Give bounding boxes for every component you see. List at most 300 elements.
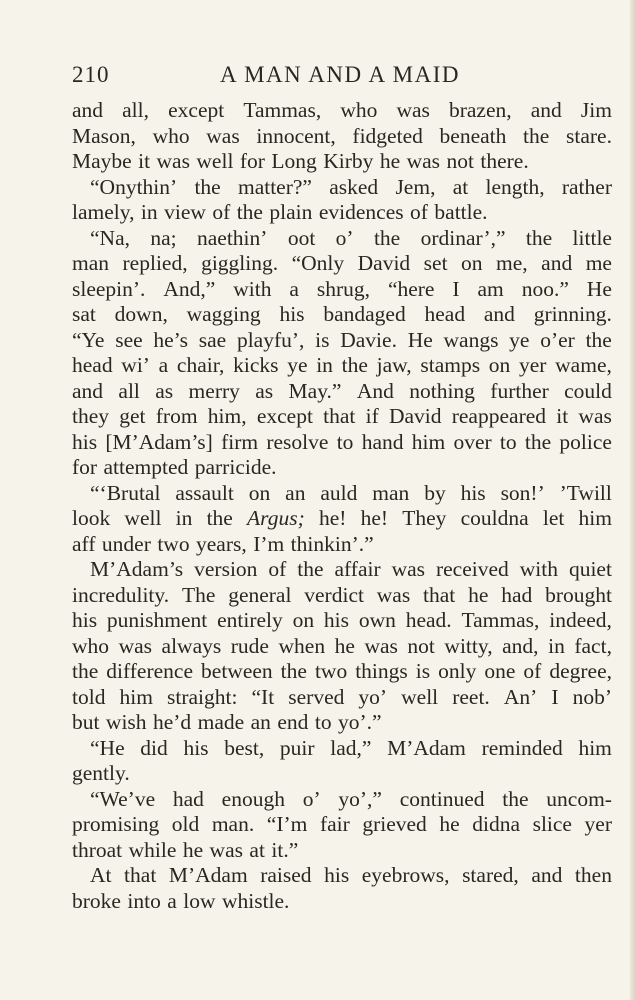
word: the (525, 225, 553, 250)
word: verdict (304, 582, 364, 607)
word: from (155, 404, 198, 428)
word: it.” (271, 837, 299, 862)
word: his (183, 735, 209, 760)
word: yo’ (358, 684, 388, 709)
word: at (452, 174, 469, 199)
word: rather (561, 174, 612, 199)
word: continued (399, 786, 485, 811)
word: man. (211, 812, 255, 836)
word: for (72, 455, 98, 479)
word: it (138, 149, 151, 173)
word: head (424, 302, 466, 326)
word: fidgeted (352, 123, 423, 148)
word: evidences (318, 200, 404, 224)
word: And,” (163, 276, 216, 301)
word: him (119, 684, 153, 709)
word: end (277, 710, 309, 734)
word: “It (251, 684, 275, 709)
word: look (72, 506, 111, 530)
word: Davie. (340, 327, 397, 352)
word: who (72, 633, 110, 658)
word: length, (485, 174, 545, 199)
text-line (72, 889, 612, 915)
text-line (72, 328, 612, 354)
word: brought (545, 582, 612, 607)
text-line (72, 98, 612, 124)
word: is (315, 327, 330, 352)
word: He (586, 276, 612, 301)
text-line (72, 149, 612, 175)
word: on (461, 251, 483, 275)
text-line (72, 481, 612, 507)
page-number: 210 (72, 62, 110, 87)
word: man (372, 480, 410, 505)
word: with (519, 557, 558, 581)
word: low (183, 888, 216, 913)
word: The (181, 582, 216, 607)
word: Long (271, 149, 317, 173)
word: he’d (152, 710, 192, 734)
word: wi’ (121, 353, 150, 377)
word: on (488, 353, 511, 377)
word: and (531, 863, 563, 887)
text-line (72, 557, 612, 583)
word: in (316, 353, 333, 377)
word: always (161, 633, 222, 658)
word: get (119, 404, 146, 428)
word: little (572, 225, 612, 250)
word: man (72, 251, 110, 275)
word: head (72, 353, 113, 377)
running-title: A MAN AND A MAID (220, 62, 460, 87)
word: all, (122, 98, 150, 122)
word: bandaged (323, 302, 406, 326)
word: a (167, 888, 177, 913)
word: well (124, 506, 162, 530)
word: wame, (555, 353, 612, 377)
word: the (194, 174, 221, 199)
word: he’s (153, 327, 189, 352)
text-line (72, 787, 612, 813)
word: the (585, 327, 612, 352)
word: received (435, 557, 509, 581)
word: hand (361, 429, 404, 454)
word: asked (329, 174, 379, 199)
word: “We’ve (90, 786, 156, 811)
word: he (334, 633, 355, 658)
word: and, (502, 633, 539, 658)
page-header (72, 60, 612, 92)
word: things (355, 659, 408, 683)
word: the (502, 786, 529, 811)
word: nob’ (572, 684, 612, 709)
word: chair, (176, 353, 225, 377)
word: of (212, 200, 231, 224)
word: matter?” (237, 174, 312, 199)
word: promising (72, 812, 160, 836)
word: under (101, 531, 151, 556)
word: puir (279, 735, 315, 760)
text-line (72, 761, 612, 787)
word: quiet (568, 557, 612, 581)
word: replied, (122, 251, 188, 275)
word: Kirby (323, 149, 374, 173)
word: “Ye (72, 327, 105, 352)
word: was (396, 98, 430, 122)
word: grieved (362, 812, 427, 836)
text-line (72, 302, 612, 328)
word: enough (221, 786, 285, 811)
word: “He (90, 735, 125, 760)
word: lad,” (330, 735, 372, 760)
word: well (196, 149, 234, 173)
word: yer (584, 812, 612, 836)
word: his (460, 480, 486, 505)
word: was (206, 123, 240, 148)
word: noo.” (521, 276, 569, 301)
word: Tammas, (243, 98, 322, 122)
text-line (72, 175, 612, 201)
word: in (140, 200, 158, 224)
word: sae (198, 327, 227, 352)
word: in (548, 633, 565, 658)
word: yer (519, 353, 547, 377)
word: the (297, 557, 324, 581)
word: him, (207, 404, 247, 428)
word: uncom- (546, 786, 612, 811)
word: was (406, 149, 440, 173)
word: to (336, 429, 354, 454)
word: well (401, 684, 439, 709)
word: I (551, 684, 559, 709)
word: and (541, 251, 573, 275)
word: battle. (434, 200, 488, 224)
word: as (255, 378, 274, 403)
word: of (523, 659, 542, 683)
word: affair (334, 557, 381, 581)
word: by (424, 480, 446, 505)
word: made (197, 710, 245, 734)
word: he (439, 812, 460, 836)
word: am (477, 276, 504, 301)
word: his (72, 608, 98, 632)
word: aff (72, 531, 96, 556)
word: thinkin’.” (290, 531, 374, 556)
word: grinning. (533, 302, 612, 326)
word: “‘Brutal (90, 480, 161, 505)
word: of (268, 557, 287, 581)
word: the (524, 429, 552, 454)
word: while (128, 837, 177, 862)
word: eyebrows, (361, 863, 450, 887)
word: reet. (452, 684, 490, 709)
text-line (72, 659, 612, 685)
word: he! (318, 506, 347, 530)
word: ordinar’,” (420, 225, 506, 250)
word: as (155, 378, 174, 403)
word: “here (387, 276, 435, 301)
word: Argus; (247, 506, 305, 530)
word: o’er (540, 327, 575, 352)
word: see (115, 327, 143, 352)
word: son!’ (500, 480, 545, 505)
word: years, (196, 531, 247, 556)
word: one (484, 659, 516, 683)
word: to (314, 710, 332, 734)
word: let (542, 506, 565, 530)
word: entirely (217, 608, 283, 632)
text-line (72, 251, 612, 277)
word: general (228, 582, 292, 607)
word: Maybe (72, 149, 132, 173)
word: An’ (503, 684, 538, 709)
word: wagging (186, 302, 261, 326)
word: May.” (288, 378, 342, 403)
word: told (72, 684, 106, 709)
word: the (341, 353, 368, 377)
word: him (578, 506, 612, 530)
word: slice (532, 812, 572, 836)
word: lamely, (72, 200, 135, 224)
word: beneath (439, 123, 507, 148)
word: the (523, 123, 550, 148)
word: didna (472, 812, 521, 836)
word: except (168, 98, 225, 122)
word: parricide. (194, 455, 277, 479)
word: then (574, 863, 612, 887)
word: ’Twill (559, 480, 612, 505)
word: in (175, 506, 193, 530)
word: was (156, 149, 190, 173)
word: wangs (443, 327, 499, 352)
word: was (364, 633, 398, 658)
word: degree, (549, 659, 612, 683)
body-text (72, 98, 612, 914)
text-line (72, 124, 612, 150)
word: into (127, 888, 161, 913)
word: an (285, 480, 306, 505)
word: own (358, 608, 396, 632)
word: there. (480, 149, 529, 173)
word: rude (230, 633, 269, 658)
word: head. (405, 608, 452, 632)
word: playfu’, (236, 327, 305, 352)
word: fact, (574, 633, 612, 658)
word: [M’Adam’s] (105, 429, 213, 454)
word: if (365, 404, 379, 428)
text-line (72, 736, 612, 762)
word: naethin’ (197, 225, 268, 250)
text-line (72, 455, 612, 481)
word: punishment (106, 608, 208, 632)
word: a (158, 353, 169, 377)
word: couldna (460, 506, 529, 530)
word: had (172, 786, 204, 811)
word: the (373, 225, 401, 250)
word: the (72, 659, 99, 683)
word: with (233, 276, 272, 301)
word: Jem, (395, 174, 436, 199)
word: set (423, 251, 448, 275)
text-line (72, 634, 612, 660)
word: incredulity. (72, 582, 170, 607)
word: further (490, 378, 549, 403)
word: at (249, 837, 265, 862)
word: but (72, 710, 100, 734)
text-line (72, 532, 612, 558)
word: witty, (444, 633, 493, 658)
word: merry (188, 378, 240, 403)
word: an (250, 710, 271, 734)
word: that (124, 863, 157, 887)
word: not (407, 633, 435, 658)
word: police (559, 429, 612, 454)
word: they (72, 404, 110, 428)
word: is (415, 659, 431, 683)
word: na; (150, 225, 177, 250)
text-line (72, 404, 612, 430)
word: gently. (72, 761, 130, 785)
word: Tammas, (461, 608, 540, 632)
word: stamps (420, 353, 481, 377)
word: auld (320, 480, 358, 505)
word: the (280, 659, 307, 683)
word: all (118, 378, 140, 403)
word: whistle. (221, 888, 290, 913)
word: firm (221, 429, 259, 454)
word: best, (224, 735, 265, 760)
word: that (323, 404, 356, 428)
word: David (388, 404, 442, 428)
word: ye (509, 327, 530, 352)
text-line (72, 200, 612, 226)
word: throat (72, 837, 123, 862)
word: his (324, 863, 350, 887)
word: oot (287, 225, 316, 250)
text-line (72, 608, 612, 634)
word: him (411, 429, 446, 454)
word: “Na, (90, 225, 130, 250)
word: to (499, 429, 517, 454)
word: stared, (462, 863, 519, 887)
word: o’ (335, 225, 354, 250)
word: he (182, 837, 204, 862)
word: He (407, 327, 433, 352)
word: reminded (481, 735, 563, 760)
word: version (194, 557, 258, 581)
word: a (289, 276, 299, 301)
word: At (90, 863, 112, 887)
text-line (72, 583, 612, 609)
word: his (72, 429, 98, 454)
word: And (356, 378, 394, 403)
word: resolve (266, 429, 329, 454)
text-line (72, 379, 612, 405)
word: down, (114, 302, 168, 326)
word: They (402, 506, 447, 530)
word: it (556, 404, 569, 428)
word: nothing (409, 378, 475, 403)
word: except (256, 404, 313, 428)
word: who (340, 98, 378, 122)
word: the (236, 200, 263, 224)
word: that (423, 582, 456, 607)
word: he (379, 149, 401, 173)
word: jaw, (376, 353, 412, 377)
word: “Only (291, 251, 345, 275)
word: shrug, (316, 276, 371, 301)
text-line (72, 226, 612, 252)
word: was (376, 582, 411, 607)
word: plain (269, 200, 313, 224)
text-line (72, 277, 612, 303)
text-line (72, 710, 612, 736)
word: the (206, 506, 233, 530)
word: of (410, 200, 428, 224)
word: on (292, 608, 315, 632)
word: over (453, 429, 492, 454)
word: sat (72, 302, 96, 326)
word: was (209, 837, 243, 862)
word: ye (287, 353, 308, 377)
word: M’Adam (168, 863, 248, 887)
page-edge-shadow (630, 0, 636, 1000)
word: served (288, 684, 345, 709)
word: only (438, 659, 477, 683)
text-line (72, 838, 612, 864)
word: innocent, (256, 123, 336, 148)
text-line (72, 430, 612, 456)
word: “I’m (266, 812, 308, 836)
word: raised (260, 863, 312, 887)
word: and (483, 302, 515, 326)
word: two (314, 659, 348, 683)
word: sleepin’. (72, 276, 146, 301)
word: him (578, 735, 612, 760)
word: old (171, 812, 200, 836)
word: difference (106, 659, 194, 683)
text-line (72, 812, 612, 838)
word: reappeared (451, 404, 547, 428)
word: indeed, (549, 608, 612, 632)
word: wish (105, 710, 147, 734)
word: not (446, 149, 474, 173)
word: Jim (580, 98, 612, 122)
word: Mason, (72, 123, 136, 148)
word: M’Adam’s (90, 557, 184, 581)
word: giggling. (201, 251, 279, 275)
word: yo’,” (338, 786, 382, 811)
word: he! (360, 506, 389, 530)
word: two (157, 531, 190, 556)
text-line (72, 685, 612, 711)
word: fair (319, 812, 350, 836)
word: attempted (103, 455, 189, 479)
word: was (391, 557, 426, 581)
word: assault (175, 480, 234, 505)
word: his (323, 608, 350, 632)
text-line (72, 863, 612, 889)
word: he (468, 582, 489, 607)
word: could (564, 378, 612, 403)
text-line (72, 353, 612, 379)
word: who (152, 123, 190, 148)
word: was (578, 404, 612, 428)
text-line (72, 506, 612, 532)
word: broke (72, 888, 121, 913)
word: and (530, 98, 562, 122)
word: “Onythin’ (90, 174, 178, 199)
